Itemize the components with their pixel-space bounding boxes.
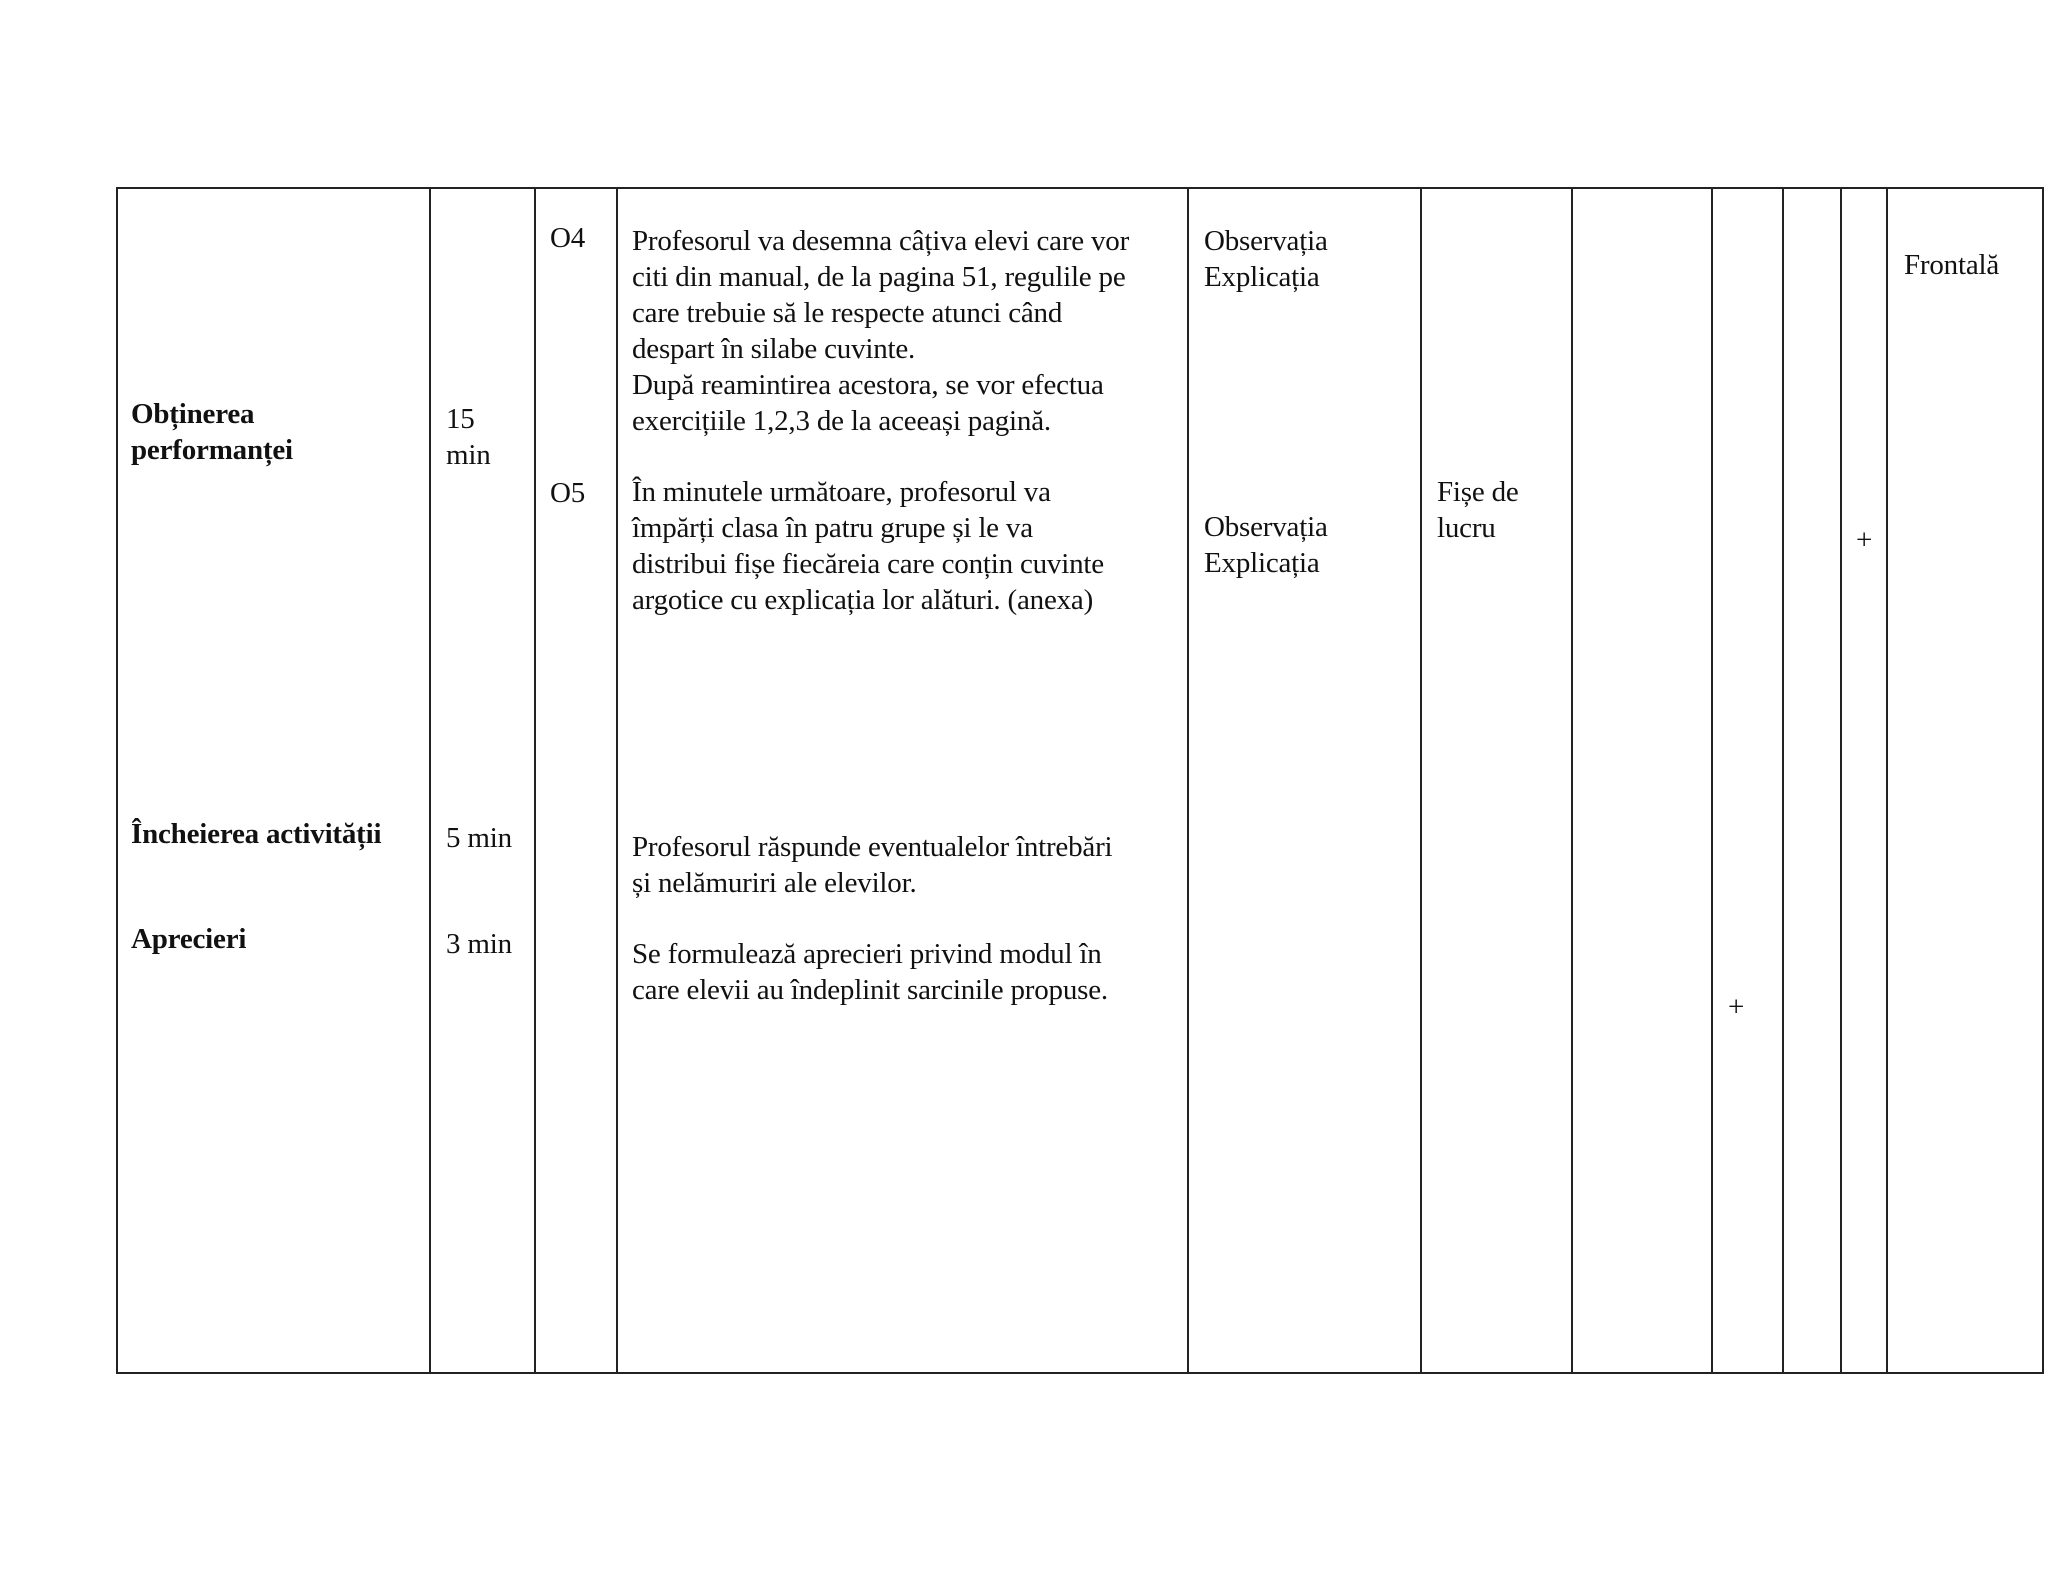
content-paragraph-3: Profesorul răspunde eventualelor întrebări și nelămuriri ale elevilor. [632, 831, 1113, 899]
column-divider [1886, 187, 1888, 1374]
methods-2: Observația Explicația [1204, 511, 1328, 579]
stage-aprecieri: Aprecieri [131, 923, 247, 955]
objective-o5: O5 [550, 477, 586, 509]
plus-mark: + [1728, 991, 1745, 1023]
plus-mark: + [1856, 524, 1873, 556]
stage-incheierea-activitatii: Încheierea activității [131, 818, 382, 850]
column-divider [1840, 187, 1842, 1374]
time-incheierea: 5 min [446, 822, 512, 854]
column-divider [1782, 187, 1784, 1374]
column-divider [616, 187, 618, 1374]
methods-1: Observația Explicația [1204, 225, 1328, 293]
content-paragraph-4: Se formulează aprecieri privind modul în care elevii au îndeplinit sarcinile propuse. [632, 938, 1108, 1006]
column-divider [1187, 187, 1189, 1374]
content-paragraph-1: Profesorul va desemna câțiva elevi care vor citi din manual, de la pagina 51, regulile pe care trebuie să le respecte atunci când despart în silabe cuvinte. După reamintirea acestora, se vor efectua exercițiile 1,2,3 de la aceeași pagină. [632, 225, 1130, 437]
time-obtinerea: 15 min [446, 403, 491, 471]
resources-fise-de-lucru: Fișe de lucru [1437, 476, 1519, 544]
time-aprecieri: 3 min [446, 928, 512, 960]
column-divider [1711, 187, 1713, 1374]
column-divider [1571, 187, 1573, 1374]
content-paragraph-2: În minutele următoare, profesorul va împărți clasa în patru grupe și le va distribui fișe fiecăreia care conțin cuvinte argotice cu explicația lor alături. (anexa) [632, 476, 1104, 616]
organization-frontala: Frontală [1904, 249, 2000, 281]
objective-o4: O4 [550, 222, 586, 254]
column-divider [534, 187, 536, 1374]
stage-obtinerea-performantei: Obținerea performanței [131, 398, 293, 466]
column-divider [429, 187, 431, 1374]
column-divider [1420, 187, 1422, 1374]
